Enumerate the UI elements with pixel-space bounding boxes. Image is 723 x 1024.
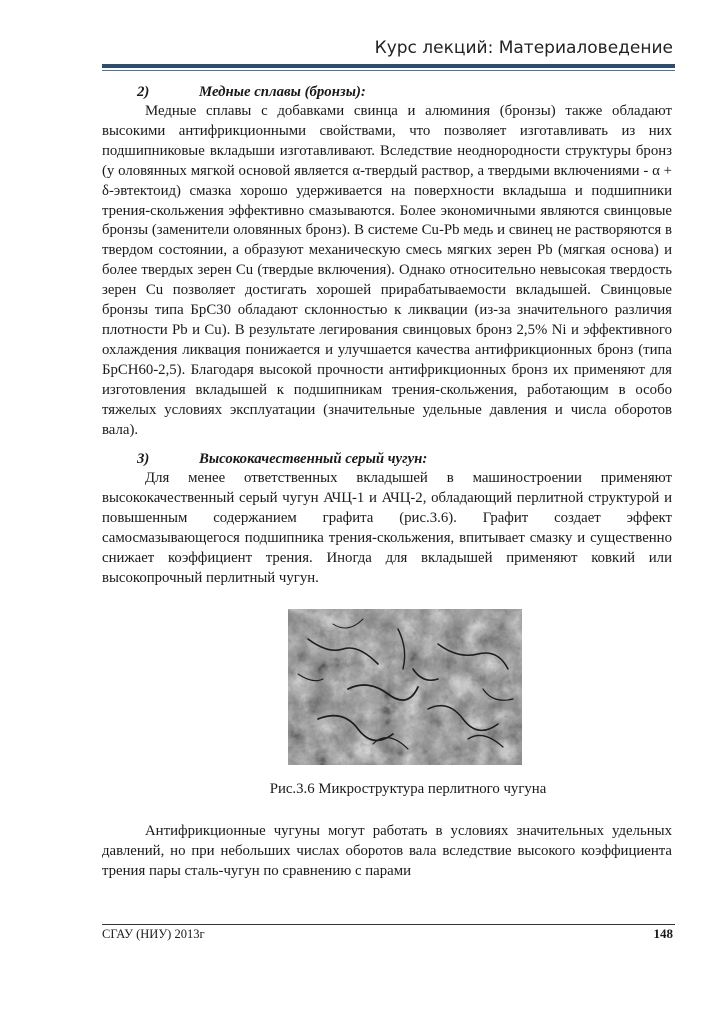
header-rule-thin <box>102 70 675 71</box>
footer-institution: СГАУ (НИУ) 2013г <box>102 927 205 941</box>
closing-paragraph: Антифрикционные чугуны могут работать в условиях значительных удельных давлений, но при небольших числах оборотов вала вследствие высокого коэффициента трения пары сталь-чугун по сравнению с парами <box>102 822 672 879</box>
section-heading <box>102 82 672 102</box>
section-number: 3) <box>137 451 150 468</box>
page-number: 148 <box>653 926 673 941</box>
section-title: Высококачественный серый чугун: <box>199 451 428 468</box>
section-paragraph: Медные сплавы с добавками свинца и алюминия (бронзы) также обладают высокими антифрикционными свойствами, что позволяет изготавливать из них подшипниковые вкладыши изготавливают. Вследствие неоднородности структуры бронз (у оловянных мягкой основой является α-твердый раствор, а твердыми включениями - α + δ-эвтектоид) смазка хорошо удерживается на поверхности вкладыша и подшипники трения-скольжения эффективно смазываются. Более экономичными являются свинцовые бронзы (заменители оловянных бронз). В системе Cu-Pb медь и свинец не растворяются в твердом состоянии, а образуют механическую смесь мягких зерен Pb (мягкая основа) и более твердых зерен Cu (твердые включения). Однако относительно невысокая твердость зерен Cu позволяет достигать хорошей прирабатываемости вкладышей. Свинцовые бронзы типа БрС30 обладают склонностью к ликвации (из-за значительного различия плотности Pb и Cu). В результате легирования свинцовых бронз 2,5% Ni и эффективного охлаждения ликвация понижается и улучшается качества антифрикционных бронз (типа БрСН60-2,5). Благодаря высокой прочности антифрикционных бронз их применяют для изготовления вкладышей к подшипникам трения-скольжения, работающим в особо тяжелых условиях эксплуатации (значительные удельные давления и числа оборотов вала). <box>102 103 672 438</box>
section-copper-alloys <box>102 82 672 440</box>
section-heading <box>102 449 672 469</box>
micrograph-image <box>288 609 522 765</box>
section-cast-iron <box>102 449 672 588</box>
course-title: Курс лекций: Материаловедение <box>374 38 673 58</box>
section-title: Медные сплавы (бронзы): <box>199 84 366 100</box>
header-rule <box>102 64 675 68</box>
section-paragraph: Для менее ответственных вкладышей в машиностроении применяют высококачественный серый чугун АЧЦ-1 и АЧЦ-2, обладающий перлитной структурой и повышенным содержанием графита (рис.3.6). Графит создает эффект самосмазывающегося подшипника трения-скольжения, впитывает смазку и существенно снижает коэффициент трения. Иногда для вкладышей применяют ковкий или высокопрочный перлитный чугун. <box>102 470 672 586</box>
footer-rule <box>102 924 675 925</box>
figure-caption: Рис.3.6 Микроструктура перлитного чугуна <box>269 780 547 797</box>
section-number: 2) <box>137 84 150 100</box>
figure <box>102 609 672 765</box>
page-content <box>102 82 672 882</box>
